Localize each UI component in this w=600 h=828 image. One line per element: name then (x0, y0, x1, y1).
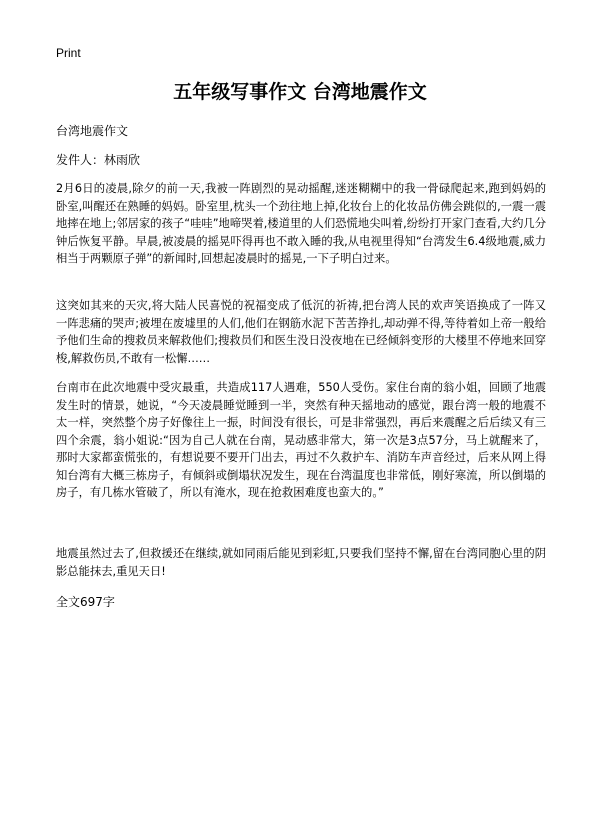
print-label: Print (56, 46, 81, 60)
document-title: 五年级写事作文 台湾地震作文 (173, 81, 427, 103)
paragraph-3: 台南市在此次地震中受灾最重，共造成117人遇难，550人受伤。家住台南的翁小姐，回顾了地震发生时的情景，她说，“今天凌晨睡觉睡到一半，突然有种天摇地动的感觉，跟台湾一般的地震不太一样，突然整个房子好像往上一振，时间没有很长，可是非常强烈，再后来震醒之后后续又有三四个余震，翁小姐说:“因为自己人就在台南，晃动感非常大，第一次是3点57分，马上就醒来了，那时大家都蛮慌张的，有想说要不要开门出去，再过不久救护车、消防车声音经过，后来从网上得知台湾有大概三栋房子，有倾斜或倒塌状况发生，现在台湾温度也非常低，刚好寒流，所以倒塌的房子，有几栋水管破了，所以有淹水，现在抢救困难度也蛮大的。” (56, 381, 546, 499)
paragraph-1: 2月6日的凌晨,除夕的前一天,我被一阵剧烈的晃动摇醒,迷迷糊糊中的我一骨碌爬起来,跑到妈妈的卧室,叫醒还在熟睡的妈妈。卧室里,枕头一个劲往地上掉,化妆台上的化妆品仿佛会跳似的,一震一震地摔在地上;邻居家的孩子“哇哇”地啼哭着,楼道里的人们恐慌地尖叫着,纷纷打开家门查看,大约几分钟后恢复平静。早晨,被凌晨的摇晃吓得再也不敢入睡的我,从电视里得知“台湾发生6.4级地震,威力相当于两颗原子弹”的新闻时,回想起凌晨时的摇晃,一下子明白过来。 (56, 182, 546, 265)
document-subtitle: 台湾地震作文 (56, 124, 129, 138)
author-line: 发件人：林雨欣 (56, 153, 141, 167)
paragraph-2: 这突如其来的天灾,将大陆人民喜悦的祝福变成了低沉的祈祷,把台湾人民的欢声笑语换成了一阵又一阵悲痛的哭声;被埋在废墟里的人们,他们在钢筋水泥下苦苦挣扎,却动弹不得,等待着如上帝一般给予他们生命的搜救员来解救他们;搜救员们和医生没日没夜地在已经倾斜变形的大楼里不停地来回穿梭,解救伤员,不敢有一松懈…… (56, 299, 546, 365)
word-count: 全文697字 (56, 595, 115, 609)
paragraph-4: 地震虽然过去了,但救援还在继续,就如同雨后能见到彩虹,只要我们坚持不懈,留在台湾同胞心里的阴影总能抹去,重见天日! (56, 547, 546, 578)
